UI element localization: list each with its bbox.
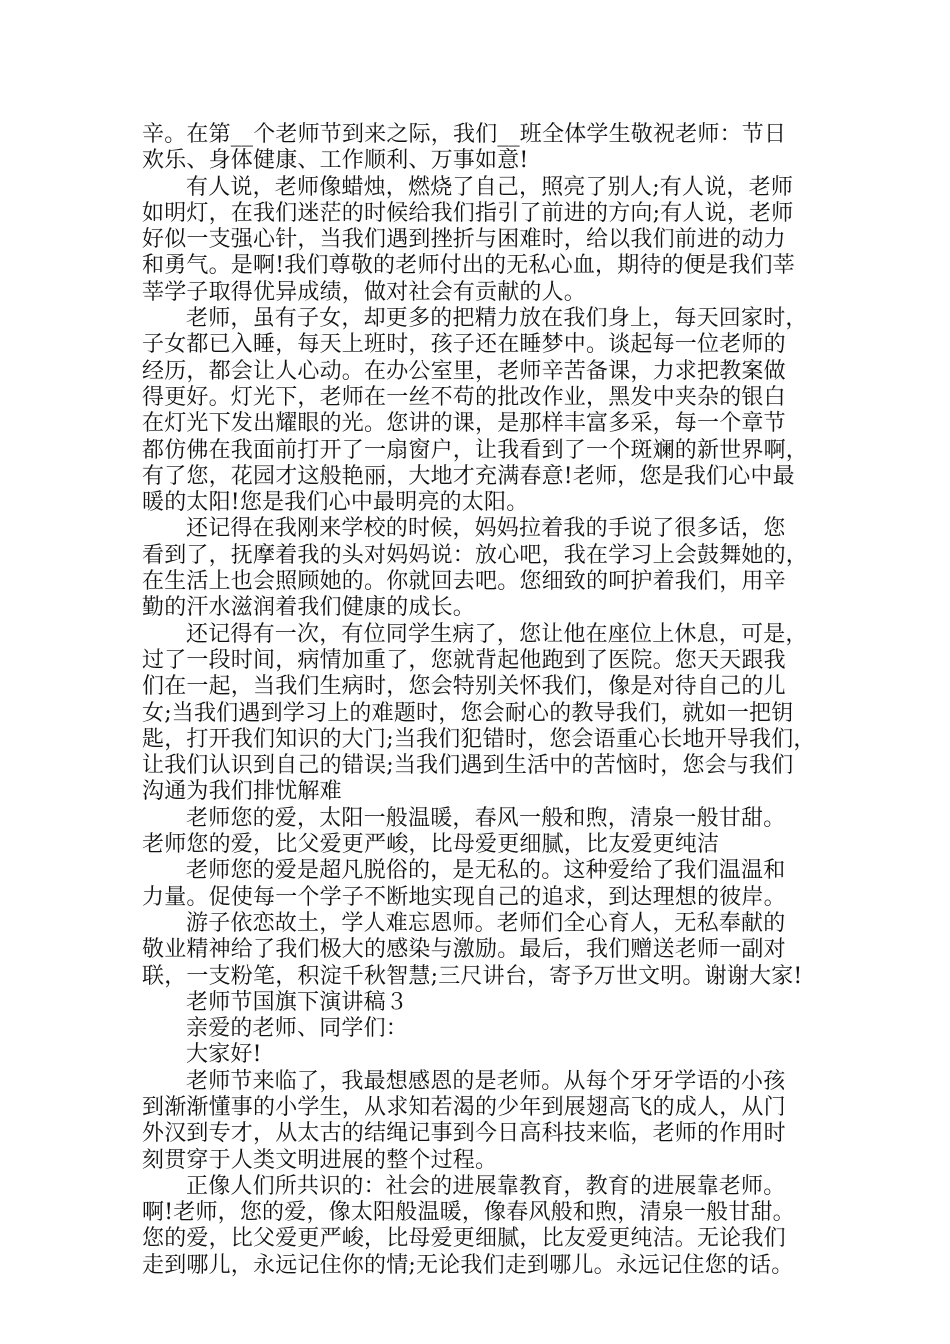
text-line: 大家好! [186, 1042, 262, 1068]
text-line: 看到了，抚摩着我的头对妈妈说：放心吧，我在学习上会鼓舞她的， [142, 542, 809, 568]
text-line: 啊!老师，您的爱，像太阳般温暖，像春风般和煦，清泉一般甘甜。 [142, 1200, 795, 1226]
text-line: 让我们认识到自己的错误;当我们遇到生活中的苦恼时，您会与我们 [142, 753, 794, 779]
text-line: 游子依恋故土，学人难忘恩师。老师们全心育人，无私奉献的 [186, 910, 786, 936]
text-line: 老师节国旗下演讲稿３ [186, 989, 409, 1015]
text-line: 敬业精神给了我们极大的感染与激励。最后，我们赠送老师一副对 [142, 937, 786, 963]
text-line: 如明灯，在我们迷茫的时候给我们指引了前进的方向;有人说，老师 [142, 200, 794, 226]
text-line: 和勇气。是啊!我们尊敬的老师付出的无私心血，期待的便是我们莘 [142, 253, 795, 279]
text-line: 都仿佛在我面前打开了一扇窗户，让我看到了一个斑斓的新世界啊， [142, 437, 809, 463]
text-line: 您的爱，比父爱更严峻，比母爱更细腻，比友爱更纯洁。无论我们 [142, 1226, 786, 1252]
text-line: 老师节来临了，我最想感恩的是老师。从每个牙牙学语的小孩 [186, 1068, 786, 1094]
text-line: 到渐渐懂事的小学生，从求知若渴的少年到展翅高飞的成人，从门 [142, 1094, 786, 1120]
text-line: 好似一支强心针，当我们遇到挫折与困难时，给以我们前进的动力 [142, 227, 786, 253]
document-body [142, 122, 822, 1279]
text-line: 正像人们所共识的：社会的进展靠教育，教育的进展靠老师。 [186, 1173, 786, 1199]
text-line: 还记得有一次，有位同学生病了，您让他在座位上休息，可是， [186, 621, 808, 647]
text-line: 有人说，老师像蜡烛，燃烧了自己，照亮了别人;有人说，老师 [186, 174, 794, 200]
text-line: 沟通为我们排忧解难 [142, 779, 342, 805]
text-line: 勤的汗水滋润着我们健康的成长。 [142, 595, 476, 621]
text-line: 刻贯穿于人类文明进展的整个过程。 [142, 1147, 498, 1173]
text-line: 老师您的爱，太阳一般温暖，春风一般和煦，清泉一般甘甜。 [186, 805, 786, 831]
text-line: 得更好。灯光下，老师在一丝不苟的批改作业，黑发中夹杂的银白 [142, 384, 786, 410]
text-line: 老师您的爱是超凡脱俗的，是无私的。这种爱给了我们温温和 [186, 858, 786, 884]
text-line: 联，一支粉笔，积淀千秋智慧;三尺讲台，寄予万世文明。谢谢大家! [142, 963, 803, 989]
text-line: 力量。促使每一个学子不断地实现自己的追求，到达理想的彼岸。 [142, 884, 786, 910]
text-line: 莘学子取得优异成绩，做对社会有贡献的人。 [142, 279, 587, 305]
text-line: 子女都已入睡，每天上班时，孩子还在睡梦中。谈起每一位老师的 [142, 332, 786, 358]
text-line: 外汉到专才，从太古的结绳记事到今日高科技来临，老师的作用时 [142, 1121, 786, 1147]
text-line: 走到哪儿，永远记住你的情;无论我们走到哪儿。永远记住您的话。 [142, 1252, 794, 1278]
text-line: 辛。在第__个老师节到来之际，我们__班全体学生敬祝老师：节日 [142, 122, 787, 147]
text-line: 有了您，花园才这般艳丽，大地才充满春意!老师，您是我们心中最 [142, 463, 795, 489]
text-line: 老师，虽有子女，却更多的把精力放在我们身上，每天回家时， [186, 306, 808, 332]
text-line: 在灯光下发出耀眼的光。您讲的课，是那样丰富多采，每一个章节 [142, 411, 786, 437]
text-line: 老师您的爱，比父爱更严峻，比母爱更细腻，比友爱更纯洁 [142, 832, 720, 858]
text-line: 欢乐、身体健康、工作顺利、万事如意! [142, 148, 529, 174]
text-line: 女;当我们遇到学习上的难题时，您会耐心的教导我们，就如一把钥 [142, 700, 794, 726]
text-line: 在生活上也会照顾她的。你就回去吧。您细致的呵护着我们，用辛 [142, 569, 786, 595]
text-line: 过了一段时间，病情加重了，您就背起他跑到了医院。您天天跟我 [142, 647, 786, 673]
text-line: 亲爱的老师、同学们： [186, 1016, 409, 1042]
text-line: 经历，都会让人心动。在办公室里，老师辛苦备课，力求把教案做 [142, 358, 786, 384]
text-line: 们在一起，当我们生病时，您会特别关怀我们，像是对待自己的儿 [142, 674, 786, 700]
text-line: 还记得在我刚来学校的时候，妈妈拉着我的手说了很多话，您 [186, 516, 786, 542]
text-line: 暖的太阳!您是我们心中最明亮的太阳。 [142, 490, 529, 516]
text-line: 匙，打开我们知识的大门;当我们犯错时，您会语重心长地开导我们， [142, 726, 816, 752]
